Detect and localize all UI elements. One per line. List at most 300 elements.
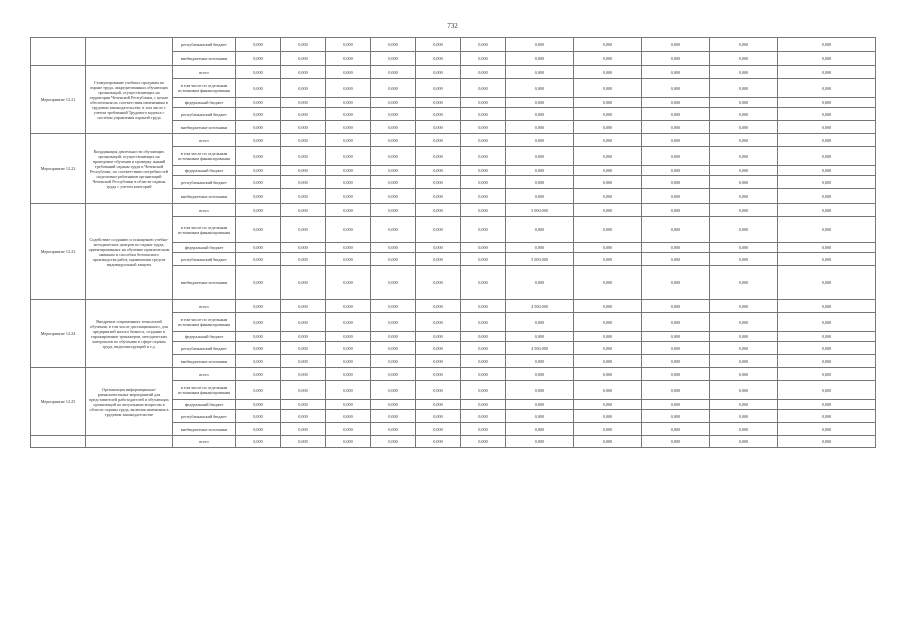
value-cell: 0,000: [461, 381, 506, 400]
value-cell: 0,000: [574, 176, 642, 189]
value-cell: 0,000: [778, 166, 876, 176]
value-cell: 0,000: [642, 332, 710, 342]
measure-id-cell: Мероприятие 12.21: [31, 66, 86, 134]
value-cell: 0,000: [326, 355, 371, 368]
value-cell: 0,000: [574, 66, 642, 79]
funding-source-cell: в том числе по отдельным источникам финансирования: [173, 147, 236, 166]
value-cell: 5 000,000: [506, 253, 574, 266]
funding-source-cell: республиканский бюджет: [173, 410, 236, 423]
funding-source-cell: федеральный бюджет: [173, 166, 236, 176]
value-cell: 0,000: [642, 381, 710, 400]
value-cell: 0,000: [236, 266, 281, 300]
value-cell: 0,000: [461, 342, 506, 355]
value-cell: 0,000: [506, 108, 574, 121]
value-cell: 0,000: [326, 52, 371, 66]
value-cell: 0,000: [461, 98, 506, 108]
value-cell: 0,000: [281, 266, 326, 300]
value-cell: 0,000: [642, 204, 710, 217]
value-cell: 0,000: [710, 410, 778, 423]
value-cell: 0,000: [574, 410, 642, 423]
value-cell: 0,000: [710, 423, 778, 436]
value-cell: 0,000: [574, 166, 642, 176]
value-cell: 0,000: [461, 166, 506, 176]
value-cell: 0,000: [281, 342, 326, 355]
value-cell: 0,000: [778, 189, 876, 204]
value-cell: 0,000: [416, 381, 461, 400]
value-cell: 0,000: [778, 243, 876, 253]
value-cell: 0,000: [281, 332, 326, 342]
value-cell: 0,000: [326, 436, 371, 448]
measure-name-cell: Координация деятельности обучающих организаций, осуществляющих на проведение обучения и проверку знаний требований охраны труда в Чеченской Республике, по соответствию потребностей подготовки работников организаций Чеченской Республики в области охраны труда с учетом категорий: [86, 134, 173, 204]
value-cell: 0,000: [506, 400, 574, 410]
value-cell: 0,000: [326, 166, 371, 176]
value-cell: 0,000: [236, 98, 281, 108]
value-cell: 0,000: [710, 134, 778, 147]
value-cell: 0,000: [642, 423, 710, 436]
table-row: [31, 300, 876, 313]
value-cell: 0,000: [371, 355, 416, 368]
table-row: [31, 38, 876, 52]
value-cell: 0,000: [281, 204, 326, 217]
value-cell: 0,000: [416, 266, 461, 300]
value-cell: 0,000: [326, 189, 371, 204]
value-cell: 0,000: [236, 134, 281, 147]
value-cell: 0,000: [574, 381, 642, 400]
value-cell: 5 000,000: [506, 204, 574, 217]
value-cell: 0,000: [574, 108, 642, 121]
funding-source-cell: федеральный бюджет: [173, 98, 236, 108]
value-cell: 0,000: [326, 410, 371, 423]
funding-source-cell: федеральный бюджет: [173, 243, 236, 253]
value-cell: 0,000: [778, 313, 876, 332]
value-cell: 0,000: [326, 300, 371, 313]
value-cell: 0,000: [371, 400, 416, 410]
value-cell: 0,000: [778, 355, 876, 368]
value-cell: 0,000: [416, 368, 461, 381]
value-cell: 0,000: [416, 253, 461, 266]
value-cell: 0,000: [710, 108, 778, 121]
value-cell: 0,000: [326, 79, 371, 98]
value-cell: 0,000: [281, 400, 326, 410]
value-cell: 0,000: [574, 332, 642, 342]
funding-source-cell: в том числе по отдельным источникам финансирования: [173, 79, 236, 98]
value-cell: 0,000: [281, 176, 326, 189]
value-cell: 0,000: [574, 121, 642, 134]
value-cell: 0,000: [710, 381, 778, 400]
funding-source-cell: республиканский бюджет: [173, 253, 236, 266]
value-cell: 0,000: [236, 300, 281, 313]
value-cell: 0,000: [236, 108, 281, 121]
value-cell: 0,000: [416, 66, 461, 79]
value-cell: 0,000: [416, 342, 461, 355]
value-cell: 0,000: [642, 38, 710, 52]
value-cell: 0,000: [710, 266, 778, 300]
value-cell: 0,000: [574, 355, 642, 368]
value-cell: 0,000: [642, 134, 710, 147]
value-cell: 0,000: [778, 98, 876, 108]
value-cell: 0,000: [574, 147, 642, 166]
value-cell: 0,000: [574, 217, 642, 243]
value-cell: 0,000: [574, 79, 642, 98]
value-cell: 0,000: [416, 300, 461, 313]
value-cell: 0,000: [236, 147, 281, 166]
value-cell: 0,000: [236, 52, 281, 66]
value-cell: 0,000: [778, 253, 876, 266]
value-cell: 0,000: [416, 355, 461, 368]
value-cell: 0,000: [236, 368, 281, 381]
value-cell: 0,000: [710, 147, 778, 166]
value-cell: 0,000: [281, 368, 326, 381]
value-cell: 0,000: [461, 121, 506, 134]
value-cell: 0,000: [642, 243, 710, 253]
value-cell: 0,000: [416, 79, 461, 98]
value-cell: 0,000: [778, 300, 876, 313]
value-cell: 0,000: [281, 147, 326, 166]
value-cell: 0,000: [574, 368, 642, 381]
value-cell: 0,000: [778, 381, 876, 400]
value-cell: 0,000: [506, 313, 574, 332]
table-row: [31, 204, 876, 217]
value-cell: 0,000: [710, 38, 778, 52]
measure-id-cell: Мероприятие 12.22: [31, 134, 86, 204]
budget-table: [30, 37, 876, 448]
value-cell: 0,000: [371, 166, 416, 176]
value-cell: 0,000: [236, 189, 281, 204]
value-cell: 0,000: [710, 355, 778, 368]
value-cell: 0,000: [506, 147, 574, 166]
value-cell: 0,000: [281, 108, 326, 121]
value-cell: 0,000: [778, 368, 876, 381]
value-cell: 0,000: [326, 38, 371, 52]
value-cell: 0,000: [574, 436, 642, 448]
measure-id-cell: Мероприятие 12.24: [31, 300, 86, 368]
value-cell: 0,000: [574, 98, 642, 108]
value-cell: 0,000: [371, 342, 416, 355]
value-cell: 0,000: [371, 189, 416, 204]
value-cell: 0,000: [710, 300, 778, 313]
value-cell: 0,000: [371, 108, 416, 121]
value-cell: 0,000: [710, 368, 778, 381]
value-cell: 0,000: [371, 204, 416, 217]
value-cell: 0,000: [326, 381, 371, 400]
value-cell: 0,000: [326, 400, 371, 410]
value-cell: 0,000: [574, 313, 642, 332]
value-cell: 0,000: [642, 410, 710, 423]
value-cell: 0,000: [416, 108, 461, 121]
value-cell: 0,000: [371, 147, 416, 166]
value-cell: 0,000: [642, 313, 710, 332]
value-cell: 0,000: [281, 98, 326, 108]
value-cell: 0,000: [710, 204, 778, 217]
measure-name-cell: [86, 38, 173, 66]
value-cell: 0,000: [642, 98, 710, 108]
value-cell: 0,000: [281, 134, 326, 147]
measure-name-cell: Организация информационно-разъяснительных мероприятий для представителей работодателей и обучающих организаций по актуальным вопросам в области охраны труда, включая изменения в трудовом законодательстве: [86, 368, 173, 436]
value-cell: 0,000: [710, 121, 778, 134]
value-cell: 0,000: [710, 98, 778, 108]
value-cell: 0,000: [236, 381, 281, 400]
value-cell: 0,000: [642, 217, 710, 243]
measure-id-cell: [31, 38, 86, 66]
value-cell: 0,000: [778, 66, 876, 79]
funding-source-cell: всего: [173, 204, 236, 217]
value-cell: 0,000: [778, 400, 876, 410]
value-cell: 0,000: [778, 423, 876, 436]
value-cell: 0,000: [461, 176, 506, 189]
table-row: [31, 66, 876, 79]
value-cell: 0,000: [236, 176, 281, 189]
value-cell: 0,000: [461, 400, 506, 410]
value-cell: 0,000: [506, 332, 574, 342]
value-cell: 0,000: [236, 166, 281, 176]
measure-name-cell: Внедрение современных технологий обучения, в том числе дистанционного, для предприятий малого бизнеса, создание и тиражирование тренажеров, методических материалов по обучению в сфере охраны труда, видеоинструкций и т.д.: [86, 300, 173, 368]
value-cell: 0,000: [461, 332, 506, 342]
value-cell: 0,000: [461, 355, 506, 368]
value-cell: 0,000: [281, 66, 326, 79]
value-cell: 0,000: [326, 108, 371, 121]
value-cell: 0,000: [326, 368, 371, 381]
value-cell: 0,000: [371, 381, 416, 400]
value-cell: 0,000: [326, 121, 371, 134]
value-cell: 0,000: [642, 52, 710, 66]
funding-source-cell: республиканский бюджет: [173, 38, 236, 52]
value-cell: 0,000: [506, 381, 574, 400]
measure-name-cell: Стимулирование учебных программ по охране труда, аккредитованных обучающих организаций, осуществляющих на территории Чеченской Республики, с целью обеспечения их соответствия изменениям в трудовом законодательстве, в том числе с учетом требований Трудового кодекса с системы управления охраной труда: [86, 66, 173, 134]
value-cell: 0,000: [778, 108, 876, 121]
value-cell: 0,000: [574, 423, 642, 436]
funding-source-cell: федеральный бюджет: [173, 332, 236, 342]
value-cell: 0,000: [371, 423, 416, 436]
value-cell: 0,000: [281, 121, 326, 134]
value-cell: 0,000: [506, 410, 574, 423]
value-cell: 0,000: [710, 400, 778, 410]
value-cell: 0,000: [506, 217, 574, 243]
value-cell: 0,000: [642, 368, 710, 381]
value-cell: 0,000: [371, 176, 416, 189]
measure-id-cell: Мероприятие 12.25: [31, 368, 86, 436]
value-cell: 0,000: [281, 243, 326, 253]
value-cell: 0,000: [461, 313, 506, 332]
table-row: [31, 134, 876, 147]
value-cell: 0,000: [710, 243, 778, 253]
funding-source-cell: федеральный бюджет: [173, 400, 236, 410]
value-cell: 0,000: [506, 436, 574, 448]
funding-source-cell: всего: [173, 300, 236, 313]
value-cell: 0,000: [416, 121, 461, 134]
value-cell: 0,000: [506, 98, 574, 108]
value-cell: 0,000: [326, 204, 371, 217]
value-cell: 0,000: [416, 400, 461, 410]
value-cell: 0,000: [642, 355, 710, 368]
funding-source-cell: внебюджетные источники: [173, 266, 236, 300]
measure-name-cell: [86, 436, 173, 448]
value-cell: 0,000: [236, 243, 281, 253]
value-cell: 0,000: [461, 189, 506, 204]
value-cell: 0,000: [710, 332, 778, 342]
value-cell: 0,000: [778, 410, 876, 423]
value-cell: 0,000: [371, 134, 416, 147]
funding-source-cell: внебюджетные источники: [173, 355, 236, 368]
value-cell: 0,000: [416, 423, 461, 436]
value-cell: 0,000: [371, 253, 416, 266]
funding-source-cell: всего: [173, 436, 236, 448]
funding-source-cell: республиканский бюджет: [173, 176, 236, 189]
measure-name-cell: Содействие созданию и оснащению учебно-методических центров по охране труда, ориентированных на обучение практическим навыкам и способам безопасного производства работ, применения средств индивидуальной защиты: [86, 204, 173, 300]
value-cell: 0,000: [236, 253, 281, 266]
value-cell: 0,000: [281, 79, 326, 98]
value-cell: 0,000: [371, 332, 416, 342]
value-cell: 4 500,000: [506, 342, 574, 355]
value-cell: 0,000: [281, 166, 326, 176]
value-cell: 0,000: [416, 332, 461, 342]
value-cell: 0,000: [461, 410, 506, 423]
value-cell: 0,000: [281, 189, 326, 204]
value-cell: 0,000: [778, 52, 876, 66]
value-cell: 0,000: [642, 400, 710, 410]
value-cell: 0,000: [416, 243, 461, 253]
funding-source-cell: внебюджетные источники: [173, 52, 236, 66]
value-cell: 0,000: [236, 436, 281, 448]
value-cell: 0,000: [642, 108, 710, 121]
table-row: [31, 436, 876, 448]
value-cell: 0,000: [574, 253, 642, 266]
funding-source-cell: внебюджетные источники: [173, 121, 236, 134]
value-cell: 0,000: [371, 66, 416, 79]
value-cell: 0,000: [710, 217, 778, 243]
value-cell: 0,000: [416, 410, 461, 423]
value-cell: 0,000: [236, 342, 281, 355]
value-cell: 0,000: [461, 52, 506, 66]
value-cell: 0,000: [326, 253, 371, 266]
value-cell: 0,000: [416, 436, 461, 448]
value-cell: 0,000: [461, 66, 506, 79]
value-cell: 0,000: [371, 410, 416, 423]
value-cell: 0,000: [778, 217, 876, 243]
value-cell: 0,000: [281, 436, 326, 448]
funding-source-cell: внебюджетные источники: [173, 189, 236, 204]
value-cell: 0,000: [461, 253, 506, 266]
value-cell: 0,000: [416, 189, 461, 204]
value-cell: 0,000: [506, 266, 574, 300]
value-cell: 0,000: [281, 355, 326, 368]
value-cell: 0,000: [281, 300, 326, 313]
value-cell: 0,000: [778, 176, 876, 189]
value-cell: 0,000: [236, 204, 281, 217]
value-cell: 0,000: [326, 147, 371, 166]
value-cell: 0,000: [461, 134, 506, 147]
value-cell: 0,000: [461, 79, 506, 98]
value-cell: 0,000: [236, 121, 281, 134]
funding-source-cell: всего: [173, 134, 236, 147]
value-cell: 0,000: [461, 217, 506, 243]
value-cell: 0,000: [281, 52, 326, 66]
value-cell: 0,000: [642, 189, 710, 204]
value-cell: 0,000: [506, 423, 574, 436]
value-cell: 0,000: [371, 266, 416, 300]
value-cell: 0,000: [778, 332, 876, 342]
value-cell: 0,000: [281, 381, 326, 400]
value-cell: 0,000: [371, 436, 416, 448]
value-cell: 0,000: [642, 121, 710, 134]
value-cell: 0,000: [461, 300, 506, 313]
value-cell: 0,000: [642, 66, 710, 79]
value-cell: 0,000: [461, 243, 506, 253]
value-cell: 0,000: [642, 436, 710, 448]
value-cell: 0,000: [642, 176, 710, 189]
value-cell: 0,000: [778, 38, 876, 52]
value-cell: 0,000: [506, 79, 574, 98]
value-cell: 0,000: [574, 204, 642, 217]
value-cell: 0,000: [236, 217, 281, 243]
value-cell: 0,000: [326, 332, 371, 342]
value-cell: 0,000: [236, 355, 281, 368]
value-cell: 0,000: [416, 52, 461, 66]
value-cell: 0,000: [710, 166, 778, 176]
funding-source-cell: в том числе по отдельным источникам финансирования: [173, 313, 236, 332]
funding-source-cell: всего: [173, 66, 236, 79]
value-cell: 0,000: [236, 313, 281, 332]
value-cell: 0,000: [506, 134, 574, 147]
value-cell: 0,000: [710, 189, 778, 204]
value-cell: 0,000: [371, 368, 416, 381]
table-row: [31, 368, 876, 381]
value-cell: 0,000: [642, 166, 710, 176]
value-cell: 0,000: [281, 253, 326, 266]
value-cell: 0,000: [416, 38, 461, 52]
value-cell: 0,000: [326, 423, 371, 436]
value-cell: 0,000: [710, 52, 778, 66]
value-cell: 0,000: [710, 313, 778, 332]
value-cell: 0,000: [642, 300, 710, 313]
value-cell: 0,000: [506, 121, 574, 134]
value-cell: 0,000: [371, 313, 416, 332]
value-cell: 0,000: [506, 38, 574, 52]
value-cell: 0,000: [281, 313, 326, 332]
value-cell: 0,000: [574, 189, 642, 204]
value-cell: 0,000: [371, 52, 416, 66]
value-cell: 0,000: [574, 300, 642, 313]
value-cell: 0,000: [778, 147, 876, 166]
value-cell: 0,000: [371, 243, 416, 253]
value-cell: 0,000: [461, 108, 506, 121]
value-cell: 0,000: [326, 313, 371, 332]
value-cell: 0,000: [326, 243, 371, 253]
value-cell: 0,000: [416, 176, 461, 189]
value-cell: 0,000: [416, 313, 461, 332]
value-cell: 4 500,000: [506, 300, 574, 313]
measure-id-cell: Мероприятие 12.23: [31, 204, 86, 300]
value-cell: 0,000: [461, 147, 506, 166]
value-cell: 0,000: [642, 79, 710, 98]
value-cell: 0,000: [416, 217, 461, 243]
value-cell: 0,000: [461, 204, 506, 217]
value-cell: 0,000: [642, 253, 710, 266]
value-cell: 0,000: [416, 134, 461, 147]
value-cell: 0,000: [506, 243, 574, 253]
value-cell: 0,000: [778, 436, 876, 448]
value-cell: 0,000: [326, 98, 371, 108]
value-cell: 0,000: [710, 436, 778, 448]
funding-source-cell: в том числе по отдельным источникам финансирования: [173, 217, 236, 243]
value-cell: 0,000: [416, 98, 461, 108]
value-cell: 0,000: [371, 38, 416, 52]
value-cell: 0,000: [574, 38, 642, 52]
value-cell: 0,000: [236, 410, 281, 423]
value-cell: 0,000: [371, 79, 416, 98]
value-cell: 0,000: [326, 217, 371, 243]
value-cell: 0,000: [506, 166, 574, 176]
value-cell: 0,000: [778, 342, 876, 355]
